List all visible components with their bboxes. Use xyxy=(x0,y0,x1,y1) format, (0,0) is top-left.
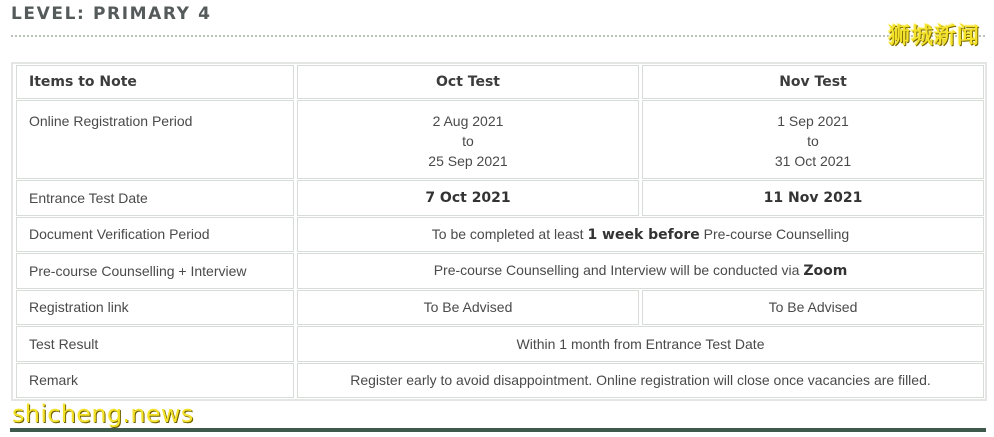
oct-registration-link: To Be Advised xyxy=(297,290,639,325)
document-verification-emphasis: 1 week before xyxy=(587,226,700,243)
row-label: Remark xyxy=(16,363,294,398)
nov-registration-link: To Be Advised xyxy=(642,290,984,325)
oct-registration-end: 25 Sep 2021 xyxy=(428,153,508,169)
watermark-chinese: 狮城新闻 xyxy=(887,24,980,49)
oct-registration-period xyxy=(297,100,639,179)
counselling-value xyxy=(297,253,984,288)
header-nov-test: Nov Test xyxy=(642,65,984,99)
table-row-entrance-test xyxy=(16,180,984,215)
table-row-remark xyxy=(16,363,984,398)
nov-registration-end: 31 Oct 2021 xyxy=(774,153,852,169)
test-schedule-table xyxy=(13,64,987,399)
page-title: LEVEL: PRIMARY 4 xyxy=(11,4,212,24)
oct-registration-to: to xyxy=(462,133,474,149)
nov-registration-to: to xyxy=(807,133,819,149)
counselling-emphasis: Zoom xyxy=(803,263,848,280)
header-oct-test: Oct Test xyxy=(297,65,639,99)
oct-entrance-test-date: 7 Oct 2021 xyxy=(297,180,639,215)
row-label: Entrance Test Date xyxy=(16,180,294,215)
table-header-row xyxy=(16,65,984,99)
document-verification-prefix: To be completed at least xyxy=(431,225,588,242)
test-schedule-table-container xyxy=(11,62,987,401)
row-label: Test Result xyxy=(16,326,294,361)
row-label: Online Registration Period xyxy=(16,100,294,179)
nov-entrance-test-date: 11 Nov 2021 xyxy=(642,180,984,215)
table-row-document-verification xyxy=(16,217,984,252)
nov-registration-period xyxy=(642,100,984,179)
watermark-site: shicheng.news xyxy=(12,400,194,428)
remark-value: Register early to avoid disappointment. Online registration will close once vacancies are filled. xyxy=(297,363,984,398)
counselling-prefix: Pre-course Counselling and Interview will be conducted via xyxy=(433,262,804,279)
table-row-counselling xyxy=(16,253,984,288)
nov-registration-start: 1 Sep 2021 xyxy=(777,113,849,129)
header-items-to-note: Items to Note xyxy=(16,65,294,99)
title-divider xyxy=(11,35,985,37)
row-label: Document Verification Period xyxy=(16,217,294,252)
test-result-value: Within 1 month from Entrance Test Date xyxy=(297,326,984,361)
table-row-test-result xyxy=(16,326,984,361)
row-label: Registration link xyxy=(16,290,294,325)
table-row-registration-link xyxy=(16,290,984,325)
row-label: Pre-course Counselling + Interview xyxy=(16,253,294,288)
document-verification-suffix: Pre-course Counselling xyxy=(699,225,850,242)
oct-registration-start: 2 Aug 2021 xyxy=(432,113,504,129)
document-verification-value xyxy=(297,217,984,252)
bottom-divider-bar xyxy=(10,428,986,432)
table-row-online-registration xyxy=(16,100,984,179)
